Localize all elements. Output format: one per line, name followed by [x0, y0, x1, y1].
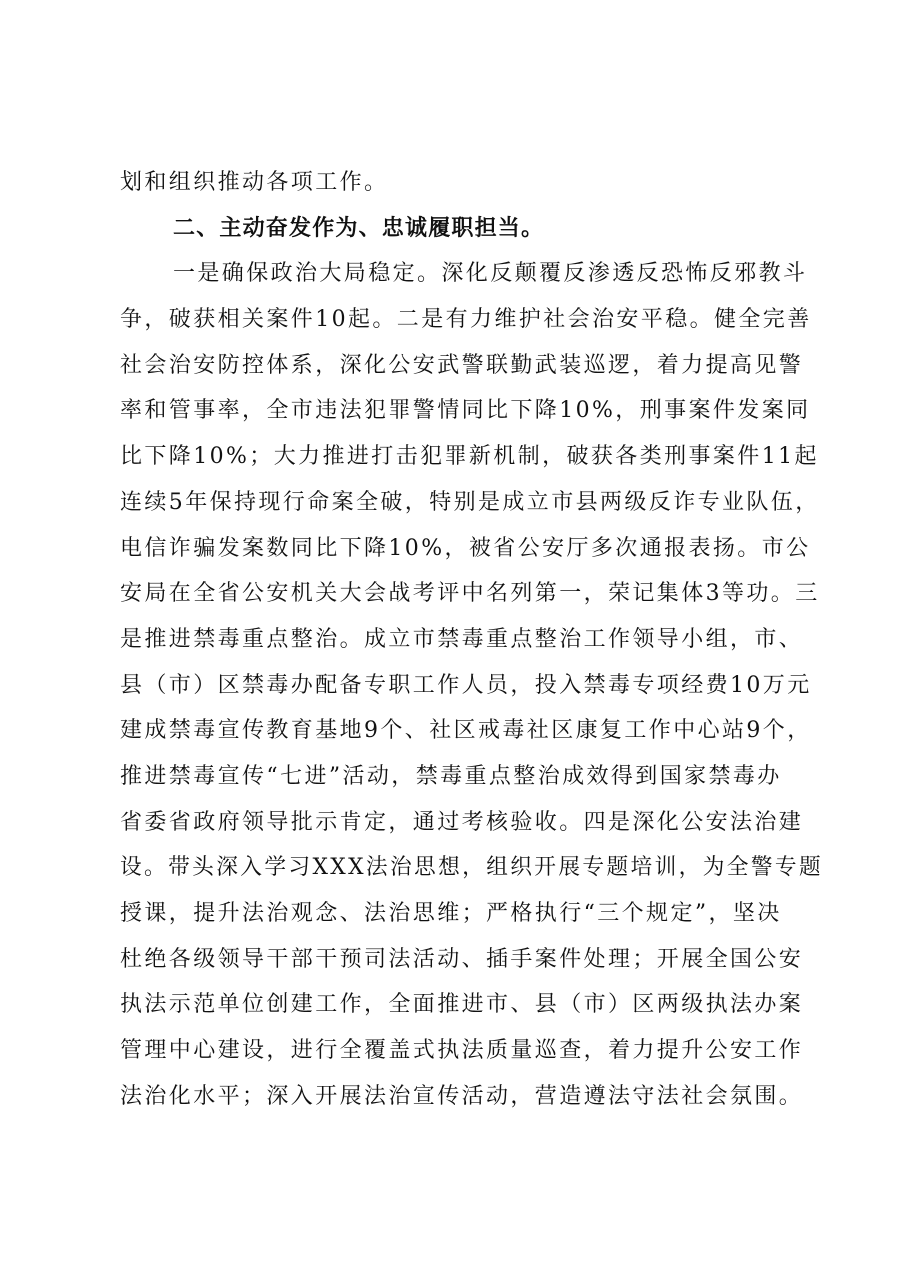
section-heading: 二、主动奋发作为、忠诚履职担当。	[173, 215, 545, 241]
text-line: 电信诈骗发案数同比下降10%，被省公安厅多次通报表扬。市公	[120, 535, 811, 561]
text-line: 争，破获相关案件10起。二是有力维护社会治安平稳。健全完善	[120, 307, 812, 333]
text-line: 是推进禁毒重点整治。成立市禁毒重点整治工作领导小组，市、	[120, 626, 804, 652]
text-line-last: 法治化水平；深入开展法治宣传活动，营造遵法守法社会氛围。	[120, 1083, 804, 1109]
text-line: 率和管事率，全市违法犯罪警情同比下降10%，刑事案件发案同	[120, 398, 811, 424]
text-line: 设。带头深入学习XXX法治思想，组织开展专题培训，为全警专题	[120, 855, 824, 881]
body-text	[120, 160, 824, 1119]
text-line-continuation: 划和组织推动各项工作。	[120, 170, 389, 195]
text-line: 省委省政府领导批示肯定，通过考核验收。四是深化公安法治建	[120, 809, 804, 835]
text-line: 社会治安防控体系，深化公安武警联勤武装巡逻，着力提高见警	[120, 352, 804, 378]
paragraph-first-line: 一是确保政治大局稳定。深化反颠覆反渗透反恐怖反邪教斗	[173, 261, 808, 287]
text-line: 安局在全省公安机关大会战考评中名列第一，荣记集体3等功。三	[120, 581, 820, 607]
text-line: 建成禁毒宣传教育基地9个、社区戒毒社区康复工作中心站9个，	[120, 718, 812, 744]
text-line: 杜绝各级领导干部干预司法活动、插手案件处理；开展全国公安	[120, 946, 804, 972]
text-line: 授课，提升法治观念、法治思维；严格执行“三个规定”，坚决	[120, 901, 782, 926]
text-line: 县（市）区禁毒办配备专职工作人员，投入禁毒专项经费10万元	[120, 672, 812, 698]
text-line: 执法示范单位创建工作，全面推进市、县（市）区两级执法办案	[120, 992, 804, 1018]
text-line: 比下降10%；大力推进打击犯罪新机制，破获各类刑事案件11起	[120, 444, 819, 470]
text-line: 连续5年保持现行命案全破，特别是成立市县两级反诈专业队伍，	[120, 489, 820, 515]
text-line: 推进禁毒宣传“七进”活动，禁毒重点整治成效得到国家禁毒办	[120, 763, 782, 789]
text-line: 管理中心建设，进行全覆盖式执法质量巡查，着力提升公安工作	[120, 1038, 804, 1064]
